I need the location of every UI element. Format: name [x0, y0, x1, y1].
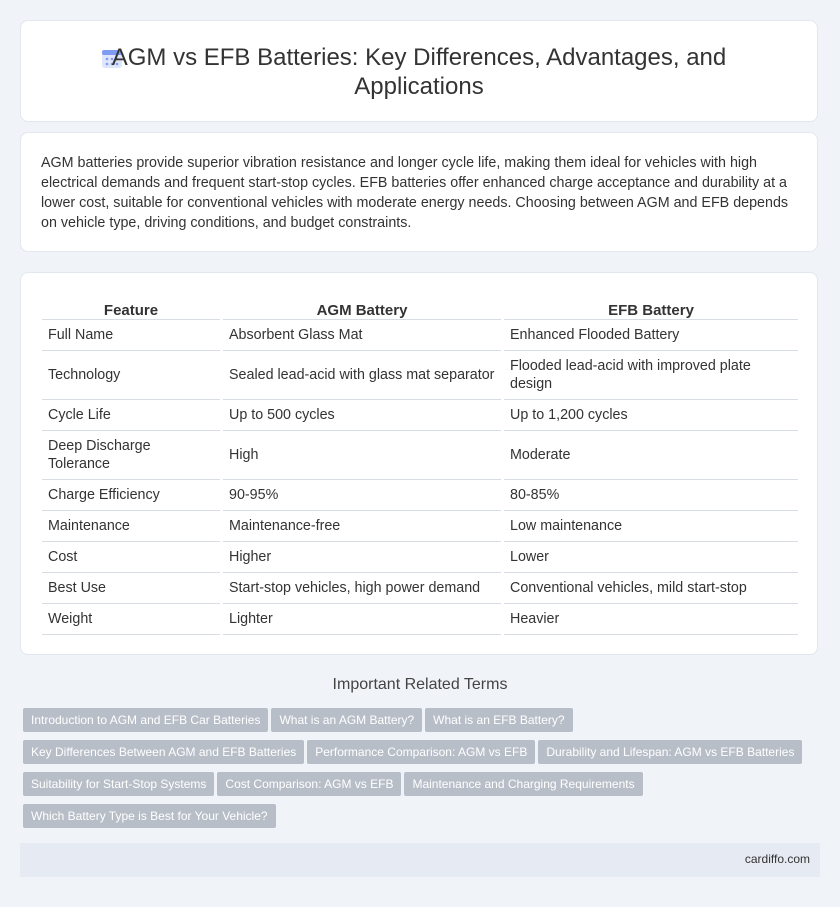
- intro-paragraph: AGM batteries provide superior vibration resistance and longer cycle life, making them ideal for vehicles with high electrical demands and frequent start-stop cycles. EFB batteries offer enhanced charge acceptance and durability at a lower cost, suitable for conventional vehicles with moderate energy needs. Choosing between AGM and EFB depends on vehicle type, driving conditions, and budget constraints.: [41, 155, 789, 231]
- footer: [20, 843, 820, 877]
- table-cell: Maintenance-free: [222, 511, 503, 542]
- table-cell: Enhanced Flooded Battery: [503, 320, 799, 351]
- table-cell: Flooded lead-acid with improved plate design: [503, 351, 799, 400]
- table-cell: High: [222, 431, 503, 480]
- table-cell: 90-95%: [222, 480, 503, 511]
- table-cell: Heavier: [503, 604, 799, 635]
- related-terms-list: [23, 708, 823, 836]
- table-cell: Low maintenance: [503, 511, 799, 542]
- table-row: [42, 542, 798, 573]
- table-row: [42, 351, 798, 400]
- page-title: AGM vs EFB Batteries: Key Differences, Advantages, and Applications: [111, 44, 727, 100]
- tag-row: [23, 708, 823, 740]
- related-term-tag[interactable]: Maintenance and Charging Requirements: [404, 772, 642, 796]
- table-cell: Lower: [503, 542, 799, 573]
- table-cell: Maintenance: [42, 511, 222, 542]
- title-card: [20, 20, 818, 122]
- table-cell: Cycle Life: [42, 400, 222, 431]
- table-cell: Up to 1,200 cycles: [503, 400, 799, 431]
- table-row: [42, 573, 798, 604]
- tag-row: [23, 740, 823, 772]
- header-agm: AGM Battery: [222, 295, 503, 320]
- intro-card: [20, 132, 818, 252]
- table-cell: Lighter: [222, 604, 503, 635]
- table-cell: Charge Efficiency: [42, 480, 222, 511]
- table-row: [42, 431, 798, 480]
- table-cell: Absorbent Glass Mat: [222, 320, 503, 351]
- table-cell: Higher: [222, 542, 503, 573]
- table-row: [42, 511, 798, 542]
- comparison-table: [42, 295, 798, 635]
- table-cell: Start-stop vehicles, high power demand: [222, 573, 503, 604]
- related-term-tag[interactable]: Which Battery Type is Best for Your Vehicle?: [23, 804, 276, 828]
- table-header-row: [42, 295, 798, 320]
- related-terms-heading: Important Related Terms: [332, 676, 508, 693]
- related-term-tag[interactable]: What is an AGM Battery?: [271, 708, 422, 732]
- table-row: [42, 400, 798, 431]
- table-cell: Moderate: [503, 431, 799, 480]
- table-cell: Technology: [42, 351, 222, 400]
- table-row: [42, 320, 798, 351]
- table-cell: Deep Discharge Tolerance: [42, 431, 222, 480]
- table-cell: Weight: [42, 604, 222, 635]
- related-term-tag[interactable]: Durability and Lifespan: AGM vs EFB Batteries: [538, 740, 802, 764]
- header-efb: EFB Battery: [503, 295, 799, 320]
- tag-row: [23, 772, 823, 804]
- footer-site-link[interactable]: cardiffo.com: [744, 852, 810, 866]
- table-cell: Sealed lead-acid with glass mat separator: [222, 351, 503, 400]
- related-term-tag[interactable]: Performance Comparison: AGM vs EFB: [307, 740, 535, 764]
- header-feature: Feature: [42, 295, 222, 320]
- table-row: [42, 604, 798, 635]
- table-cell: Best Use: [42, 573, 222, 604]
- related-term-tag[interactable]: Suitability for Start-Stop Systems: [23, 772, 214, 796]
- table-cell: 80-85%: [503, 480, 799, 511]
- related-term-tag[interactable]: What is an EFB Battery?: [425, 708, 572, 732]
- table-cell: Full Name: [42, 320, 222, 351]
- table-cell: Up to 500 cycles: [222, 400, 503, 431]
- related-term-tag[interactable]: Cost Comparison: AGM vs EFB: [217, 772, 401, 796]
- related-term-tag[interactable]: Introduction to AGM and EFB Car Batteries: [23, 708, 268, 732]
- table-cell: Conventional vehicles, mild start-stop: [503, 573, 799, 604]
- table-cell: Cost: [42, 542, 222, 573]
- comparison-card: [20, 272, 818, 655]
- related-term-tag[interactable]: Key Differences Between AGM and EFB Batteries: [23, 740, 304, 764]
- table-row: [42, 480, 798, 511]
- tag-row: [23, 804, 823, 836]
